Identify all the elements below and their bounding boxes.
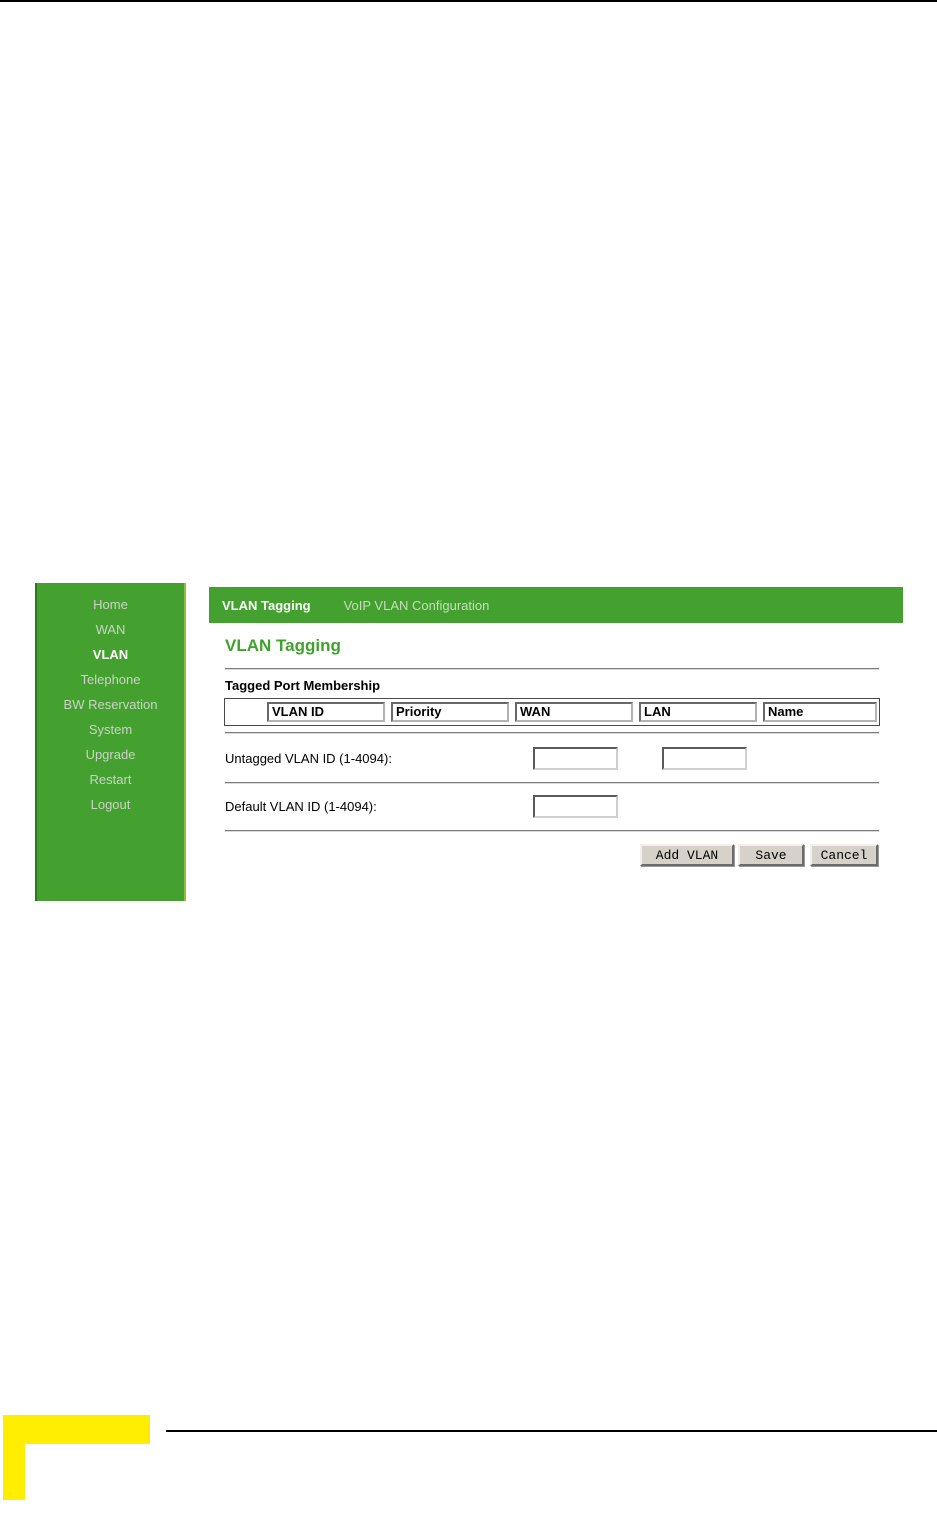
sidebar-item-restart[interactable]: Restart — [89, 772, 132, 787]
sidebar-item-logout[interactable]: Logout — [90, 797, 131, 812]
save-button[interactable]: Save — [738, 844, 804, 866]
nav-menu — [37, 592, 184, 817]
divider — [225, 782, 879, 784]
sidebar-item-upgrade[interactable]: Upgrade — [85, 747, 136, 762]
col-header-priority: Priority — [391, 702, 509, 722]
page-title: VLAN Tagging — [225, 636, 341, 655]
tagged-port-membership-caption: Tagged Port Membership — [225, 678, 381, 693]
sidebar-item-bw-reservation[interactable]: BW Reservation — [63, 697, 158, 712]
tab-vlan-tagging[interactable]: VLAN Tagging — [222, 597, 311, 613]
sidebar-item-system[interactable]: System — [88, 722, 133, 737]
divider — [225, 830, 879, 832]
yellow-corner-mark — [3, 1415, 25, 1500]
sidebar-item-vlan[interactable]: VLAN — [92, 647, 129, 662]
untagged-vlan-id-input-1[interactable] — [533, 747, 618, 770]
untagged-vlan-id-label: Untagged VLAN ID (1-4094): — [225, 751, 392, 766]
nav-sidebar — [35, 583, 186, 901]
col-header-name: Name — [763, 702, 877, 722]
col-header-lan: LAN — [639, 702, 757, 722]
sidebar-item-home[interactable]: Home — [93, 597, 128, 612]
default-vlan-id-input[interactable] — [533, 795, 618, 818]
page-top-border — [0, 0, 937, 2]
divider — [225, 732, 879, 734]
divider — [225, 668, 879, 670]
section-tab-bar — [209, 587, 903, 623]
col-header-wan: WAN — [515, 702, 633, 722]
sidebar-item-wan[interactable]: WAN — [95, 622, 126, 637]
add-vlan-button[interactable]: Add VLAN — [640, 844, 734, 866]
table-spacer-cell — [225, 702, 267, 722]
col-header-vlan-id: VLAN ID — [267, 702, 385, 722]
sidebar-item-telephone[interactable]: Telephone — [80, 672, 141, 687]
tab-voip-vlan-configuration[interactable]: VoIP VLAN Configuration — [343, 597, 490, 613]
footer-rule — [166, 1430, 937, 1432]
cancel-button[interactable]: Cancel — [810, 844, 878, 866]
untagged-vlan-id-input-2[interactable] — [662, 747, 747, 770]
yellow-corner-mark — [3, 1415, 150, 1444]
tagged-port-membership-table — [224, 698, 880, 726]
default-vlan-id-label: Default VLAN ID (1-4094): — [225, 799, 377, 814]
